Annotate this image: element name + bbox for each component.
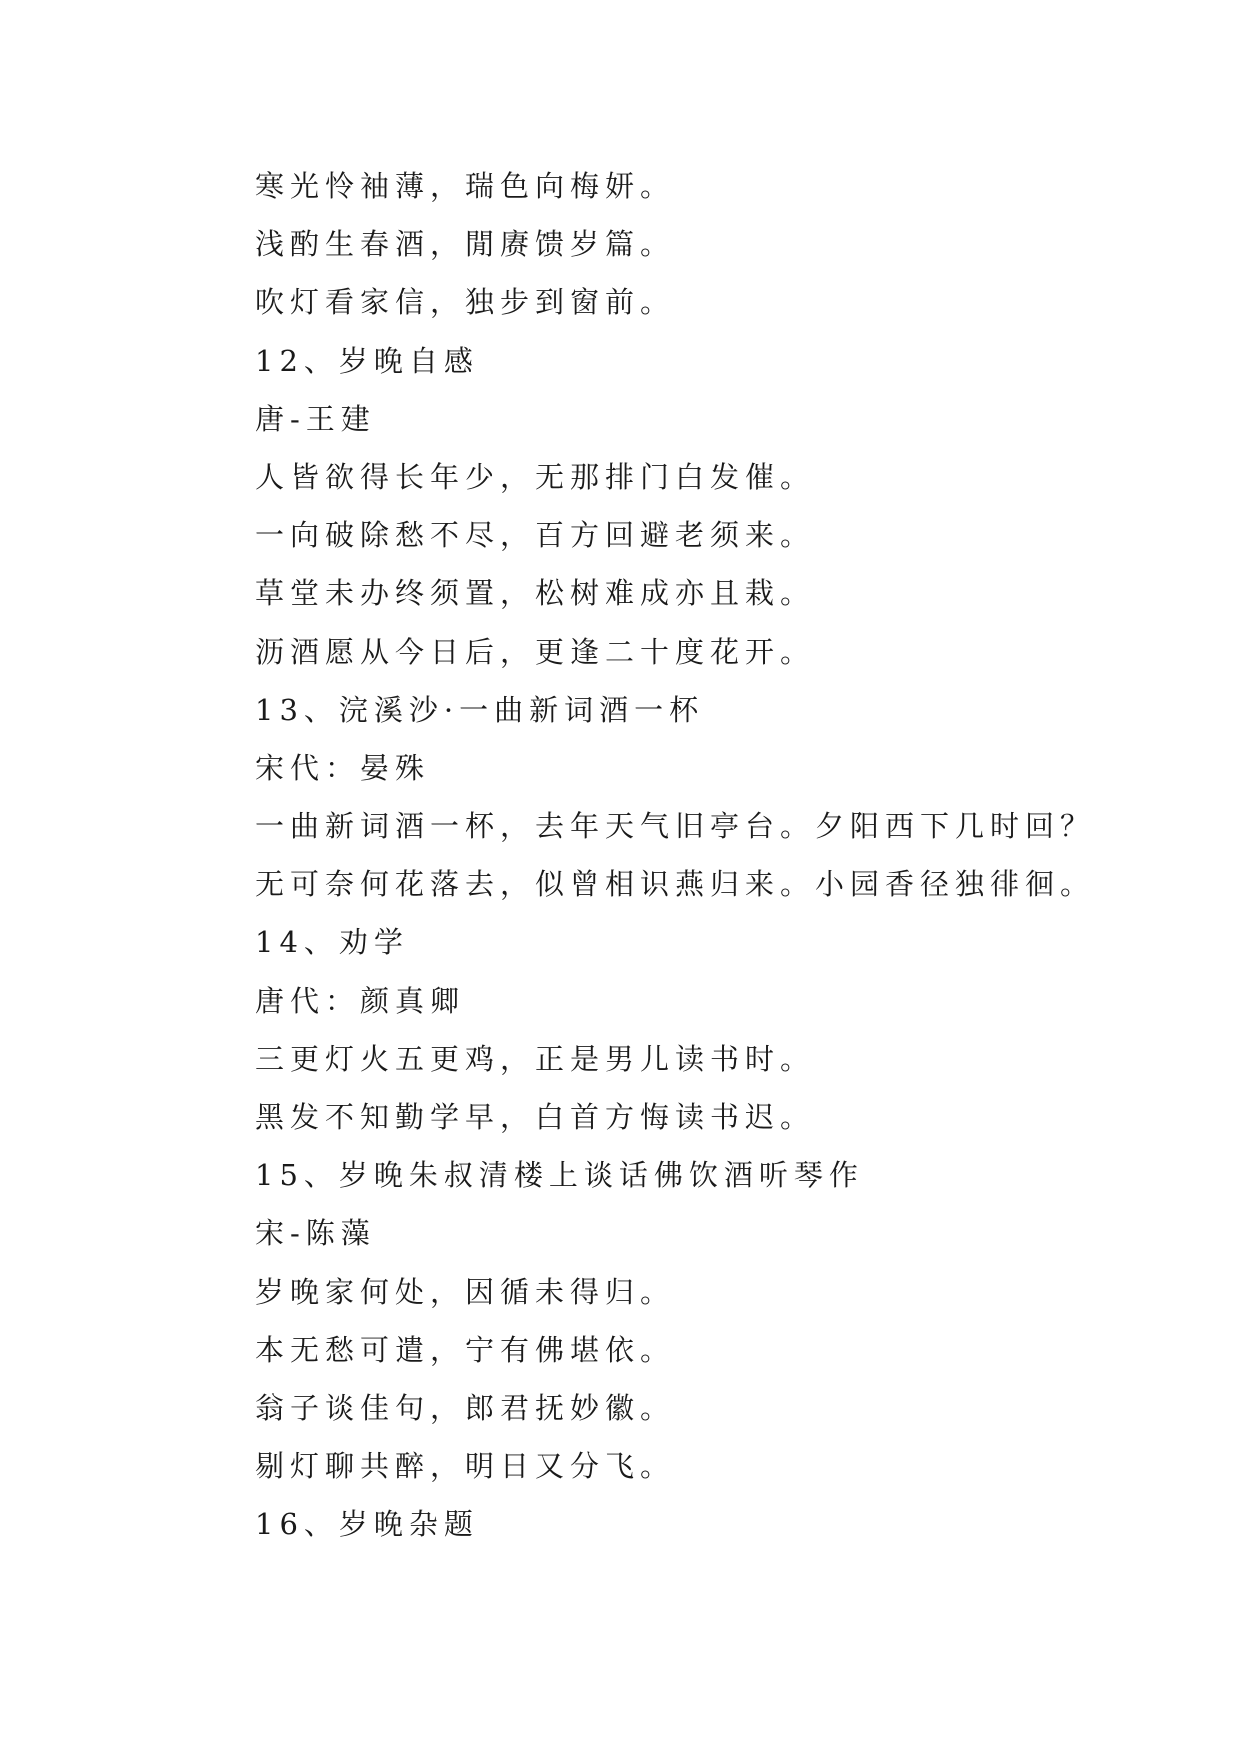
poem-author: 唐-王建 [255, 401, 376, 436]
poem-line: 浅酌生春酒，閒赓馈岁篇。 [255, 227, 676, 262]
poem-line: 草堂未办终须置，松树难成亦且栽。 [255, 576, 816, 611]
poem-title: 14、劝学 [255, 925, 409, 960]
poem-line: 沥酒愿从今日后，更逢二十度花开。 [255, 634, 816, 669]
poem-line: 吹灯看家信，独步到窗前。 [255, 285, 676, 320]
poem-title: 15、岁晚朱叔清楼上谈话佛饮酒听琴作 [255, 1158, 864, 1193]
poem-line: 人皆欲得长年少，无那排门白发催。 [255, 459, 816, 494]
document-body [255, 157, 1155, 1554]
poem-line: 三更灯火五更鸡，正是男儿读书时。 [255, 1041, 816, 1076]
poem-title: 12、岁晚自感 [255, 343, 479, 378]
poem-line: 翁子谈佳句，郎君抚妙徽。 [255, 1390, 676, 1425]
poem-line: 剔灯聊共醉，明日又分飞。 [255, 1449, 676, 1484]
poem-line: 一曲新词酒一杯，去年天气旧亭台。夕阳西下几时回？ [255, 809, 1096, 844]
poem-line: 无可奈何花落去，似曾相识燕归来。小园香径独徘徊。 [255, 867, 1096, 902]
poem-title: 13、浣溪沙·一曲新词酒一杯 [255, 692, 705, 727]
poem-line: 本无愁可遣，宁有佛堪依。 [255, 1332, 676, 1367]
poem-line: 岁晚家何处，因循未得归。 [255, 1274, 676, 1309]
poem-author: 宋代：晏殊 [255, 750, 431, 785]
poem-line: 一向破除愁不尽，百方回避老须来。 [255, 518, 816, 553]
poem-line: 黑发不知勤学早，白首方悔读书迟。 [255, 1100, 816, 1134]
poem-author: 宋-陈藻 [255, 1216, 376, 1251]
poem-author: 唐代：颜真卿 [255, 983, 466, 1018]
poem-line: 寒光怜袖薄，瑞色向梅妍。 [255, 169, 676, 203]
poem-title: 16、岁晚杂题 [255, 1507, 479, 1542]
